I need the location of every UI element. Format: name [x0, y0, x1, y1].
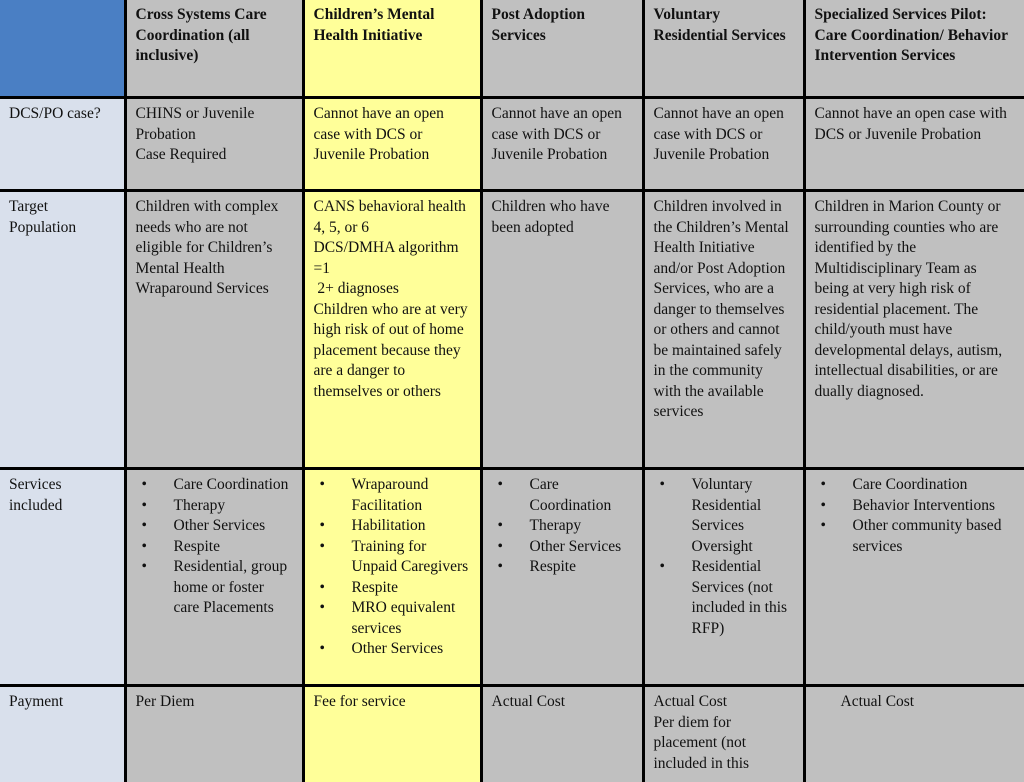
services-list — [492, 475, 633, 578]
list-item-text: Habilitation — [352, 517, 426, 534]
cell-text: CHINS or Juvenile Probation — [136, 104, 293, 145]
bullet-icon: • — [142, 516, 147, 537]
list-item-text: Residential Services (not included in this RFP) — [692, 558, 788, 637]
list-item-text: Residential, group home or foster care Placements — [174, 558, 288, 616]
bullet-icon: • — [498, 475, 503, 496]
bullet-icon: • — [660, 557, 665, 578]
cell-text: Children who are at very high risk of out of home placement because they are a danger to themselves or others — [314, 300, 471, 403]
list-item-text: Care Coordination — [853, 476, 968, 493]
cell-services-voluntary-residential — [643, 469, 804, 686]
cell-payment-cross-systems: Per Diem — [125, 686, 303, 782]
header-row — [0, 0, 1024, 98]
list-item — [136, 496, 293, 517]
list-item-text: Respite — [174, 538, 221, 555]
list-item — [314, 537, 471, 578]
bullet-icon: • — [320, 639, 325, 660]
list-item — [136, 537, 293, 558]
list-item-text: Therapy — [530, 517, 582, 534]
list-item — [492, 537, 633, 558]
list-item-text: Respite — [530, 558, 577, 575]
list-item-text: MRO equivalent services — [352, 599, 456, 637]
bullet-icon: • — [142, 475, 147, 496]
cell-services-childrens-mental-health — [303, 469, 481, 686]
cell-text: Actual Cost — [815, 692, 1016, 713]
cell-text: CANS behavioral health 4, 5, or 6 — [314, 197, 471, 238]
header-voluntary-residential: Voluntary Residential Services — [643, 0, 804, 98]
list-item-text: Care Coordination — [174, 476, 289, 493]
list-item-text: Other Services — [352, 640, 444, 657]
services-list — [136, 475, 293, 619]
list-item-text: Training for Unpaid Caregivers — [352, 538, 469, 576]
cell-target-cross-systems: Children with complex needs who are not eligible for Children’s Mental Health Wraparound Services — [125, 191, 303, 469]
list-item — [815, 516, 1016, 557]
table-row-services-included — [0, 469, 1024, 686]
cell-dcs-post-adoption: Cannot have an open case with DCS or Juvenile Probation — [481, 98, 643, 191]
cell-dcs-specialized-services: Cannot have an open case with DCS or Juvenile Probation — [804, 98, 1024, 191]
list-item — [314, 475, 471, 516]
bullet-icon: • — [320, 475, 325, 496]
list-item — [654, 557, 794, 639]
bullet-icon: • — [821, 516, 826, 537]
cell-dcs-childrens-mental-health: Cannot have an open case with DCS or Juvenile Probation — [303, 98, 481, 191]
bullet-icon: • — [320, 578, 325, 599]
bullet-icon: • — [320, 537, 325, 558]
list-item — [314, 639, 471, 660]
list-item-text: Respite — [352, 579, 399, 596]
header-post-adoption: Post Adoption Services — [481, 0, 643, 98]
bullet-icon: • — [498, 537, 503, 558]
list-item-text: Other Services — [174, 517, 266, 534]
list-item — [314, 516, 471, 537]
header-specialized-services: Specialized Services Pilot: Care Coordination/ Behavior Intervention Services — [804, 0, 1024, 98]
bullet-icon: • — [320, 598, 325, 619]
bullet-icon: • — [498, 516, 503, 537]
cell-text: DCS/DMHA algorithm =1 — [314, 238, 471, 279]
bullet-icon: • — [660, 475, 665, 496]
table-row-dcs-case — [0, 98, 1024, 191]
list-item-text: Care Coordination — [530, 476, 612, 514]
list-item-text: Therapy — [174, 497, 226, 514]
row-label-services-included: Services included — [0, 469, 125, 686]
services-list — [314, 475, 471, 660]
row-label-payment: Payment — [0, 686, 125, 782]
list-item — [314, 578, 471, 599]
cell-dcs-voluntary-residential: Cannot have an open case with DCS or Juvenile Probation — [643, 98, 804, 191]
cell-target-post-adoption: Children who have been adopted — [481, 191, 643, 469]
list-item — [492, 557, 633, 578]
services-list — [815, 475, 1016, 557]
list-item-text: Behavior Interventions — [853, 497, 995, 514]
list-item — [654, 475, 794, 557]
list-item — [815, 496, 1016, 517]
bullet-icon: • — [498, 557, 503, 578]
bullet-icon: • — [142, 557, 147, 578]
list-item — [136, 557, 293, 619]
cell-text: Per diem for placement (not included in this — [654, 713, 794, 775]
row-label-dcs-case: DCS/PO case? — [0, 98, 125, 191]
header-corner-cell — [0, 0, 125, 98]
bullet-icon: • — [142, 496, 147, 517]
list-item-text: Other Services — [530, 538, 622, 555]
cell-services-specialized-services — [804, 469, 1024, 686]
list-item — [815, 475, 1016, 496]
cell-target-specialized-services: Children in Marion County or surrounding counties who are identified by the Multidisciplinary Team as being at very high risk of residential placement. The child/youth must have developmental delays, autism, intellectual disabilities, or are dually diagnosed. — [804, 191, 1024, 469]
cell-target-childrens-mental-health — [303, 191, 481, 469]
cell-text: 2+ diagnoses — [314, 279, 471, 300]
list-item-text: Wraparound Facilitation — [352, 476, 429, 514]
list-item — [492, 475, 633, 516]
cell-payment-childrens-mental-health: Fee for service — [303, 686, 481, 782]
bullet-icon: • — [821, 496, 826, 517]
cell-services-post-adoption — [481, 469, 643, 686]
bullet-icon: • — [142, 537, 147, 558]
row-label-target-population: Target Population — [0, 191, 125, 469]
list-item — [492, 516, 633, 537]
header-cross-systems: Cross Systems Care Coordination (all inclusive) — [125, 0, 303, 98]
bullet-icon: • — [320, 516, 325, 537]
cell-payment-post-adoption: Actual Cost — [481, 686, 643, 782]
cell-services-cross-systems — [125, 469, 303, 686]
bullet-icon: • — [821, 475, 826, 496]
list-item-text: Voluntary Residential Services Oversight — [692, 476, 762, 555]
list-item — [136, 516, 293, 537]
list-item — [136, 475, 293, 496]
cell-text: Case Required — [136, 145, 293, 166]
list-item-text: Other community based services — [853, 517, 1002, 555]
table-row-target-population — [0, 191, 1024, 469]
cell-text: Actual Cost — [654, 692, 794, 713]
cell-target-voluntary-residential: Children involved in the Children’s Mental Health Initiative and/or Post Adoption Services, who are a danger to themselves or others and cannot be maintained safely in the community with the available services — [643, 191, 804, 469]
header-childrens-mental-health: Children’s Mental Health Initiative — [303, 0, 481, 98]
services-list — [654, 475, 794, 639]
cell-dcs-cross-systems — [125, 98, 303, 191]
list-item — [314, 598, 471, 639]
